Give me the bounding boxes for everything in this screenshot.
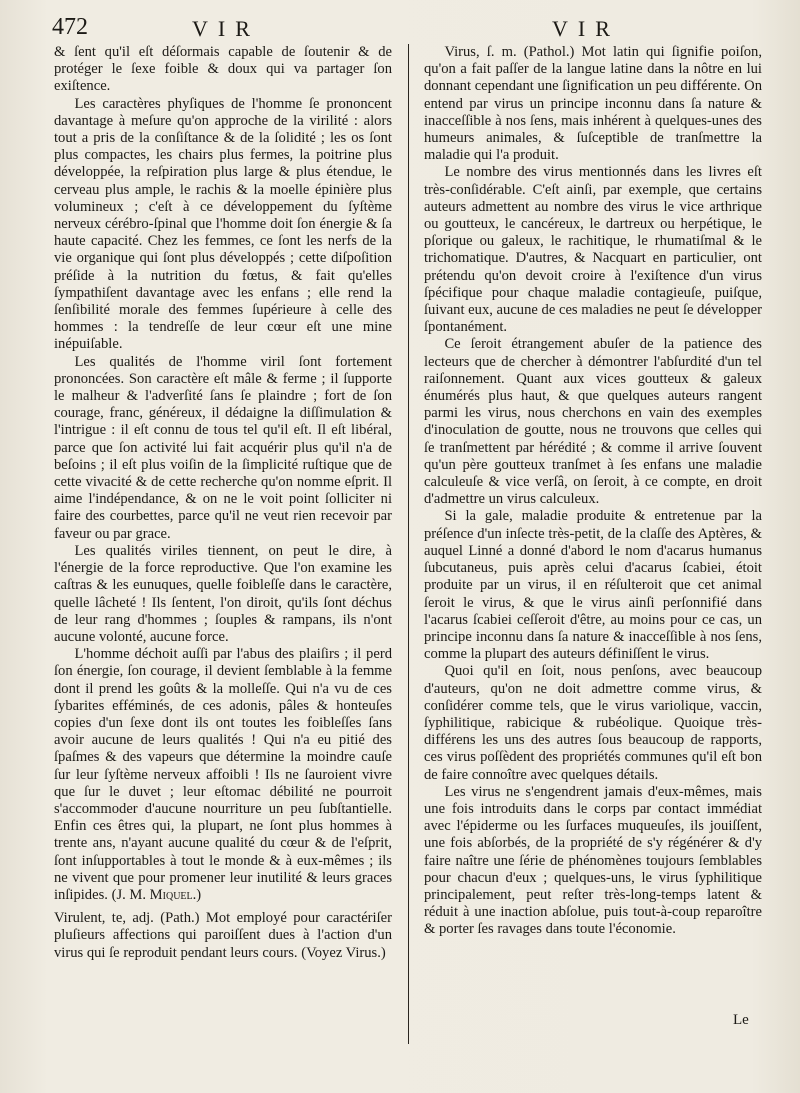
paragraph: Les caractères phyſiques de l'homme ſe prononcent davantage à meſure qu'on approche de la virilité : alors tout a pris de la conſiſtance & de la ſolidité ; les os ſont plus compactes, les chairs plus fermes, la poitrine plus développée, la reſpiration plus large & plus étendue, le cerveau plus ample, le rachis & la moelle épinière plus volumineux ; c'eſt à ce développement du ſyſtème nerveux cérébro-ſpinal que l'homme doit ſon énergie & ſa haute capacité. Chez les femmes, ce ſont les nerfs de la vie organique qui ſont plus développés ; cette diſpoſition préſide à la nutrition du fœtus, & fait qu'elles ſympathiſent davantage avec les enfans ; elle rend la ſenſibilité morale des femmes ſupérieure à celle des hommes : la tendreſſe de leur cœur eſt une mine inépuiſable. <box>54 95 392 353</box>
column-divider <box>408 44 409 1044</box>
paragraph: Les virus ne s'engendrent jamais d'eux-mêmes, mais une fois introduits dans le corps par contact immédiat avec l'épiderme ou les ſurfaces muqueuſes, ils jouiſſent, une fois abſorbés, de la propriété de s'y régénérer & d'y faire naître une ſérie de phénomènes toujours ſemblables pour chacun d'eux ; quelques-uns, le virus ſyphilitique principalement, peut reſter très-long-temps latent & réduit à une inaction abſolue, puis tout-à-coup reparoître & porter ſes ravages dans toute l'économie. <box>424 783 762 938</box>
page-number: 472 <box>52 14 88 40</box>
page-header <box>52 14 788 44</box>
author-signature: (J. M. Miquel.) <box>111 886 202 903</box>
catchword: Le <box>733 1012 749 1028</box>
right-column <box>424 44 762 939</box>
paragraph: Les qualités viriles tiennent, on peut le dire, à l'énergie de la force reproductive. Que l'on examine les caſtras & les eunuques, quelle foibleſſe dans le caractère, quelle lâcheté ! Ils ſentent, l'on diroit, qu'ils ſont déchus de leur rang d'hommes ; ſouples & rampans, ils n'ont aucune volonté, aucune force. <box>54 542 392 645</box>
paragraph: Quoi qu'il en ſoit, nous penſons, avec beaucoup d'auteurs, qu'on ne doit admettre comme virus, & conſidérer comme tels, que le virus variolique, vaccin, ſyphilitique, rabicique & rubéolique. Quoique très-différens les uns des autres ſous beaucoup de rapports, ces virus poſſèdent des propriétés communes qu'il eſt bon de faire connoître avec quelques détails. <box>424 663 762 783</box>
paragraph: Les qualités de l'homme viril ſont fortement prononcées. Son caractère eſt mâle & ferme ; il ſupporte le malheur & l'adverſité ſans ſe plaindre ; fort de ſon courage, franc, généreux, il dédaigne la diſſimulation & l'intrigue : il eſt connu de tous tel qu'il eſt. Il eſt libéral, parce que ſon activité lui fait acquérir plus qu'il n'a de beſoins ; il eſt plus voiſin de la ſimplicité ruſtique que de cette vivacité & de cette recherche qu'on nomme eſprit. Il aime l'indépendance, & on ne le voit point ſolliciter ni faire des courbettes, parce qu'il ne veut rien recevoir par faveur ou par grace. <box>54 353 392 542</box>
paragraph: Le nombre des virus mentionnés dans les livres eſt très-conſidérable. C'eſt ainſi, par exemple, que certains auteurs admettent au nombre des virus le vice arthrique ou goutteux, le cancéreux, le dartreux ou herpétique, le pſorique ou galeux, le rachitique, le rhumatiſmal & le trichomatique. D'autres, & Nacquart en particulier, ont prétendu qu'on devoit croire à l'exiſtence d'un virus ſpécifique pour chaque maladie contagieuſe, puiſque, ſuivant eux, aucune de ces maladies ne peut ſe développer ſpontanément. <box>424 164 762 336</box>
paragraph-text: L'homme déchoit auſſi par l'abus des plaiſirs ; il perd ſon énergie, ſon courage, il devient ſemblable à la femme dont il prend les goûts & la molleſſe. Qui n'a vu de ces ſybarites efféminés, de ces adonis, pâles & honteuſes copies d'un ſexe dont ils ont toutes les foibleſſes ſans avoir aucune de leurs qualités ! Qui n'a eu pitié des ſpaſmes & des vapeurs que détermine la moindre cauſe ſur leur ſyſtème nerveux affoibli ! Ils ne ſauroient vivre que ſur le duvet ; leur eſtomac débilité ne pourroit s'accommoder d'aucune nourriture un peu ſubſtantielle. Enfin ces êtres qui, la plupart, ne ſont plus hommes à trente ans, n'ayant aucune qualité du cœur & de l'eſprit, ſont inſupportables à tout le monde & à eux-mêmes ; ils ne vivent que pour promener leur inutilité & leurs graces inſipides. <box>54 646 392 903</box>
paragraph: Si la gale, maladie produite & entretenue par la préſence d'un inſecte très-petit, de la claſſe des Aptères, & auquel Linné a donné d'abord le nom d'acarus humanus ſubcutaneus, puis après celui d'acarus ſcabiei, étoit produite par un virus, il en réſulteroit que cet animal ſeroit le virus, & que le virus ainſi perſonnifié dans l'acarus ſcabiei ceſſeroit d'être, au moins pour ce cas, un principe inconnu dans ſa nature & inacceſſible à nos ſens, comme la plupart des auteurs définiſſent le virus. <box>424 508 762 663</box>
left-column <box>54 44 392 962</box>
entry-virus: Virus, ſ. m. (Pathol.) Mot latin qui ſignifie poiſon, qu'on a fait paſſer de la langue latine dans la nôtre en lui donnant cependant une ſignification un peu différente. On entend par virus un principe inconnu dans ſa nature & inacceſſible à nos ſens, mais inhérent à quelques-unes des humeurs animales, & ſuſceptible de tranſmettre la maladie qui l'a produit. <box>424 44 762 164</box>
entry-virulent: Virulent, te, adj. (Path.) Mot employé pour caractériſer pluſieurs affections qui paroiſſent dues à l'action d'un virus qui ſe reproduit pendant leurs cours. (Voyez Virus.) <box>54 910 392 961</box>
paragraph <box>54 646 392 904</box>
paragraph: Ce ſeroit étrangement abuſer de la patience des lecteurs que de chercher à démontrer l'abſurdité d'un tel raiſonnement. Quant aux vices goutteux & galeux énumérés plus haut, & que quelques auteurs rangent parmi les virus, nous cherchons en vain des exemples d'inoculation de goutte, nous ne trouvons que celles qui ſe tranſmettent par hérédité ; & comme il arrive ſouvent qu'un père goutteux tranſmet à ſes enfans une maladie calculeuſe & vice verſâ, on ſeroit, à ce compte, en droit d'admettre un virus calculeux. <box>424 336 762 508</box>
running-head-right: VIR <box>552 16 620 41</box>
running-head-left: VIR <box>192 16 260 41</box>
paragraph: & ſent qu'il eſt déſormais capable de ſoutenir & de protéger le ſexe foible & doux qui va partager ſon exiſtence. <box>54 44 392 95</box>
